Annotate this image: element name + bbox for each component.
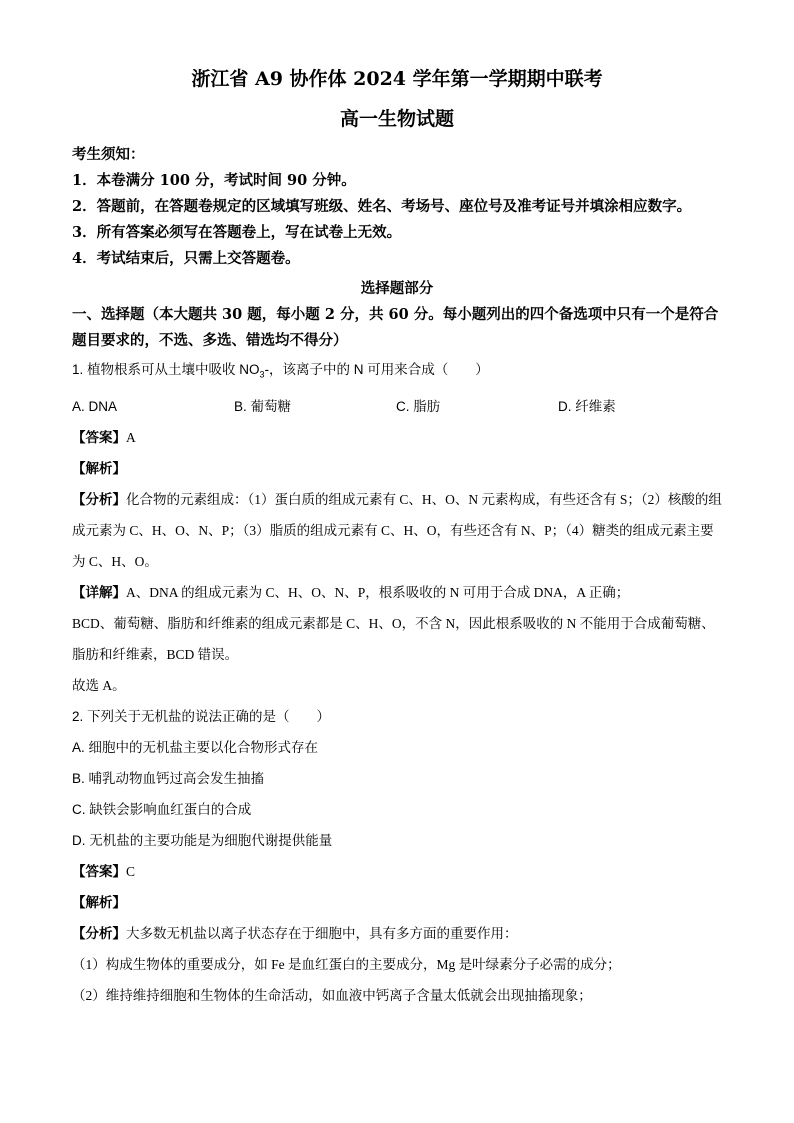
question-2-stem: 2. 下列关于无机盐的说法正确的是（ ） (72, 708, 331, 724)
exam-subtitle: 高一生物试题 (339, 108, 454, 130)
q1-answer-value: A (126, 429, 136, 445)
q2-answer-tag: 【答案】 (72, 863, 126, 879)
section-title: 选择题部分 (360, 280, 434, 297)
notice-item-4: 4．考试结束后，只需上交答题卷。 (72, 250, 300, 267)
q2-option-a: A. 细胞中的无机盐主要以化合物形式存在 (72, 739, 319, 755)
q1-xiangjie-2: BCD、葡萄糖、脂肪和纤维素的组成元素都是 C、H、O，不含 N，因此根系吸收的 N 不能用于合成葡萄糖、脂肪和纤维素，BCD 错误。 (72, 615, 715, 662)
q1-analysis-tag: 【解析】 (72, 460, 126, 476)
notice-heading: 考生须知： (72, 146, 145, 163)
q2-analysis-tag: 【解析】 (72, 894, 126, 910)
notice-item-1: 1．本卷满分 100 分，考试时间 90 分钟。 (72, 172, 356, 189)
q1-option-b: B. 葡萄糖 (234, 398, 292, 414)
notice-block (72, 142, 722, 272)
q1-fenxi-tag: 【分析】 (72, 491, 126, 507)
q2-option-b: B. 哺乳动物血钙过高会发生抽搐 (72, 770, 265, 786)
q2-option-d: D. 无机盐的主要功能是为细胞代谢提供能量 (72, 832, 333, 848)
q2-point-1: （1）构成生物体的重要成分，如 Fe 是血红蛋白的主要成分，Mg 是叶绿素分子必需的成分； (72, 956, 621, 972)
q1-xiangjie-tag: 【详解】 (72, 584, 126, 600)
q1-stem-part-b: -，该离子中的 N 可用来合成（ ） (264, 362, 489, 377)
q1-option-c: C. 脂肪 (396, 398, 441, 414)
notice-item-2: 2．答题前，在答题卷规定的区域填写班级、姓名、考场号、座位号及准考证号并填涂相应数字。 (72, 198, 692, 215)
question-1-stem (72, 354, 722, 391)
q1-fenxi-text: 化合物的元素组成：（1）蛋白质的组成元素有 C、H、O、N 元素构成，有些还含有 S；（2）核酸的组成元素为 C、H、O、N、P；（3）脂质的组成元素有 C、H、O，有些还含有 N、P；（4）糖类的组成元素主要为 C、H、O。 (72, 491, 722, 569)
exam-page (72, 64, 722, 1011)
q1-fenxi (72, 484, 722, 577)
question-1-options (72, 391, 722, 422)
q1-xiangjie (72, 577, 722, 608)
q1-option-d: D. 纤维素 (558, 398, 616, 414)
q1-answer-tag: 【答案】 (72, 429, 126, 445)
q2-option-c: C. 缺铁会影响血红蛋白的合成 (72, 801, 252, 817)
exam-title: 浙江省 A9 协作体 2024 学年第一学期期中联考 (191, 68, 603, 90)
q2-point-2: （2）维持维持细胞和生物体的生命活动，如血液中钙离子含量太低就会出现抽搐现象； (72, 987, 592, 1003)
q1-stem-part-a: 1. 植物根系可从土壤中吸收 NO (72, 362, 260, 377)
q1-conclusion: 故选 A。 (72, 677, 126, 693)
q1-answer (72, 422, 722, 453)
part-heading: 一、选择题（本大题共 30 题，每小题 2 分，共 60 分。每小题列出的四个备选项中只有一个是符合题目要求的，不选、多选、错选均不得分） (72, 306, 719, 349)
q2-answer-value: C (126, 863, 136, 879)
q2-fenxi (72, 918, 722, 949)
q1-xiangjie-text: A、DNA 的组成元素为 C、H、O、N、P，根系吸收的 N 可用于合成 DNA，A 正确； (126, 584, 630, 600)
q2-fenxi-tag: 【分析】 (72, 925, 126, 941)
q1-stem-subscript: 3 (259, 369, 265, 380)
q1-option-a: A. DNA (72, 398, 118, 414)
q2-fenxi-text: 大多数无机盐以离子状态存在于细胞中，具有多方面的重要作用： (126, 925, 518, 941)
q2-answer (72, 856, 722, 887)
notice-item-3: 3．所有答案必须写在答题卷上，写在试卷上无效。 (72, 224, 402, 241)
